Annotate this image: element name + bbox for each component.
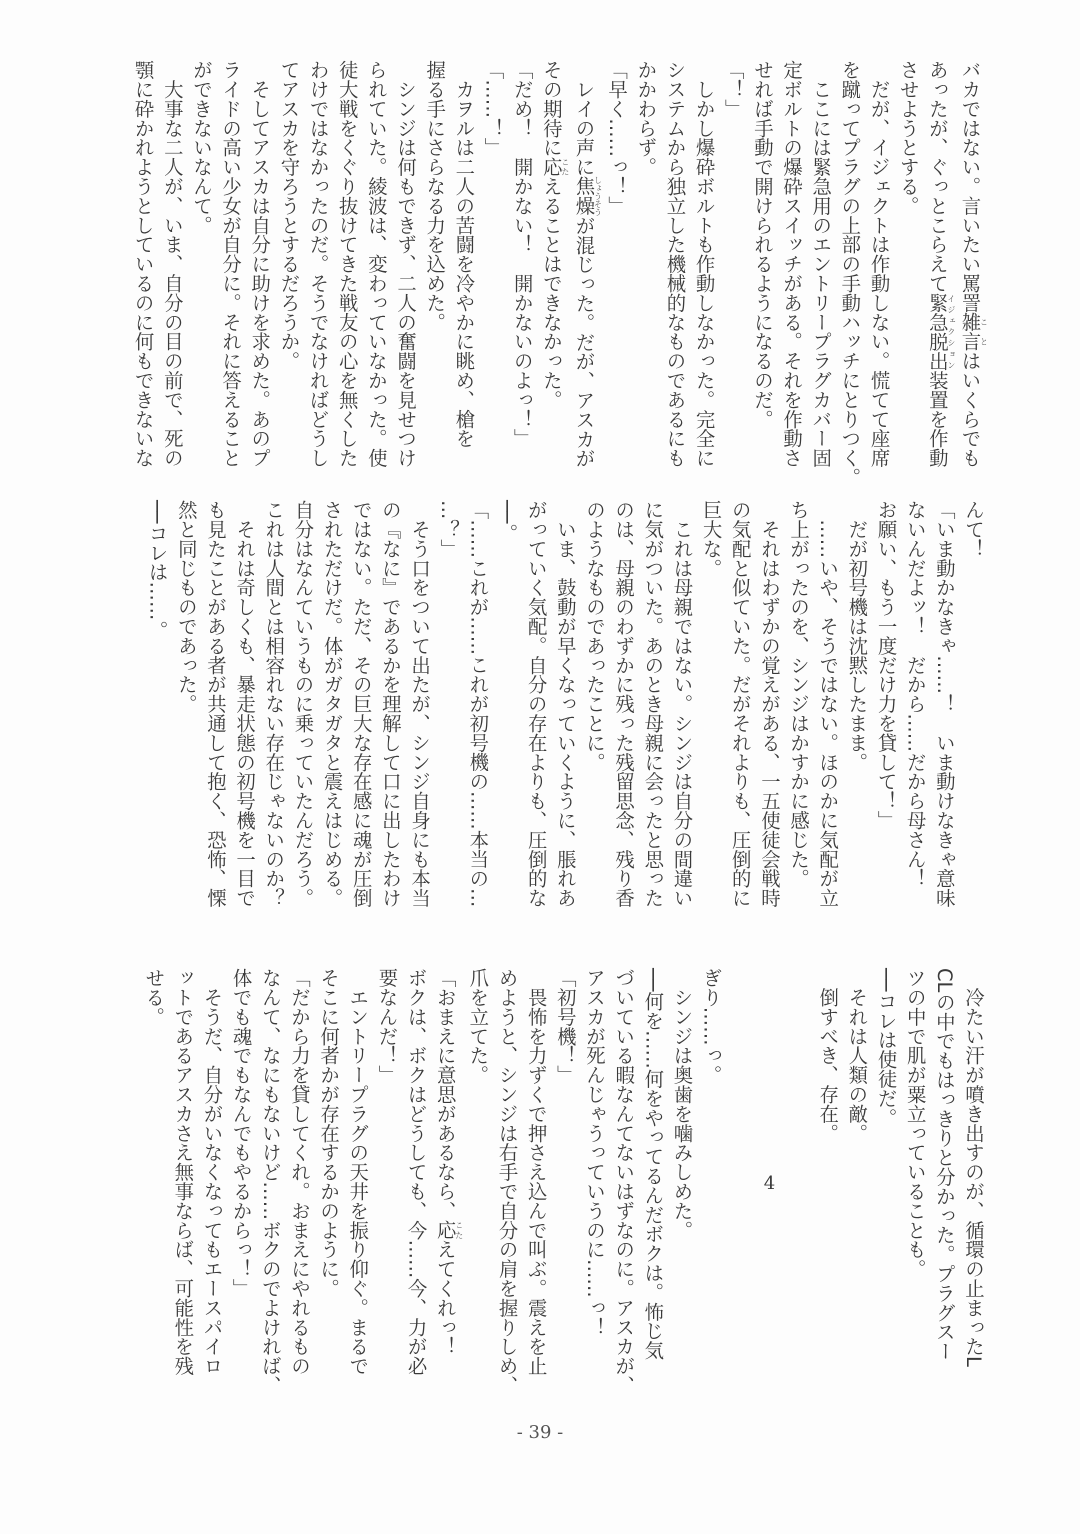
column-text: が混じった。だが、アスカが bbox=[572, 215, 596, 469]
column-text: かかわらず。 bbox=[634, 60, 658, 177]
column-text: ライドの高い少女が自分に。それに答えること bbox=[219, 60, 243, 468]
column-text: ぎり……っ。 bbox=[699, 968, 723, 1085]
ruby-reading: イジェクション bbox=[946, 292, 956, 371]
column-text: のは、母親のわずかに残った残留思念、残り香 bbox=[612, 500, 636, 908]
column-text: めようと、シンジは右手で自分の肩を握りしめ、 bbox=[495, 968, 519, 1395]
text-column bbox=[230, 500, 259, 908]
text-column bbox=[813, 968, 842, 1368]
column-text: られていた。綾波は、変わっていなかった。使 bbox=[364, 60, 388, 468]
column-text: えてくれっ！ bbox=[433, 1239, 457, 1357]
text-column bbox=[391, 60, 420, 468]
column-text: それは人類の敵。 bbox=[845, 968, 869, 1143]
column-text: させようとする。 bbox=[896, 60, 920, 216]
text-column bbox=[492, 968, 521, 1395]
ruby-word: 応こた bbox=[539, 157, 570, 177]
text-column bbox=[864, 60, 893, 468]
column-text: あったが、ぐっとこらえて bbox=[925, 60, 949, 293]
ruby-word: 雑言こと bbox=[958, 312, 989, 352]
column-text: そしてアスカは自分に助けを求めた。あのプ bbox=[248, 60, 272, 468]
column-text: ットであるアスカさえ無事ならば、可能性を残 bbox=[171, 968, 195, 1376]
column-text: 「早く……っ！」 bbox=[605, 60, 629, 216]
text-column bbox=[201, 500, 230, 908]
text-column bbox=[871, 968, 900, 1368]
ruby-word: 応こた bbox=[433, 1220, 464, 1240]
ruby-word: 焦燥しょうそう bbox=[572, 176, 603, 217]
text-column bbox=[638, 968, 667, 1368]
column-text: ち上がったのを、シンジはかすかに感じた。 bbox=[787, 500, 811, 888]
text-column bbox=[930, 500, 959, 908]
column-text: てアスカを守ろうとするだろうか。 bbox=[277, 60, 301, 371]
text-column bbox=[609, 500, 638, 908]
column-text: そう口をついて出たが、シンジ自身にも本当 bbox=[408, 500, 432, 908]
text-column bbox=[959, 968, 988, 1368]
text-column bbox=[259, 500, 288, 908]
column-text: ──コレは使徒だ。 bbox=[874, 968, 898, 1128]
text-column bbox=[187, 60, 216, 460]
column-text: せる。 bbox=[142, 968, 166, 1027]
text-column bbox=[372, 968, 401, 1368]
column-text: しかし爆砕ボルトも作動しなかった。完全に bbox=[692, 60, 716, 468]
chapter-number bbox=[755, 968, 784, 1368]
text-column bbox=[959, 500, 988, 900]
text-column bbox=[333, 60, 362, 468]
column-text: 「いま動かなきゃ……！ いま動けなきゃ意味 bbox=[932, 500, 956, 908]
text-column bbox=[343, 968, 372, 1376]
column-text: 「初号機！」 bbox=[553, 968, 577, 1085]
text-column bbox=[806, 60, 835, 468]
column-text: 「だから力を貸してくれ。おまえにやれるもの bbox=[287, 968, 311, 1376]
text-column bbox=[285, 968, 314, 1376]
column-text: 畏怖を力ずくで押さえ込んで叫ぶ。震えを止 bbox=[524, 968, 548, 1376]
column-text: カヲルは二人の苦闘を冷やかに眺め、槍を bbox=[452, 60, 476, 448]
text-column bbox=[667, 500, 696, 908]
column-text: だが、イジェクトは作動しない。慌てて座席 bbox=[867, 60, 891, 468]
column-text: を蹴ってプラグの上部の手動ハッチにとりつく。 bbox=[838, 60, 862, 487]
text-column bbox=[463, 500, 492, 908]
text-column bbox=[431, 968, 464, 1368]
column-text: シンジは奥歯を噛みしめた。 bbox=[670, 968, 694, 1240]
text-column bbox=[719, 60, 748, 460]
text-column bbox=[478, 60, 507, 460]
text-column bbox=[172, 500, 201, 900]
column-text: …？」 bbox=[437, 500, 461, 559]
column-text: 自分はなんていうものに乗っていたんだろう。 bbox=[291, 500, 315, 908]
column-text: 顎に砕かれようとしているのに何もできないな bbox=[131, 60, 155, 468]
column-text: ないんだよッ！ だから……だから母さん！ bbox=[903, 500, 927, 888]
text-column bbox=[303, 60, 332, 468]
column-text: 定ボルトの爆砕スイッチがある。それを作動さ bbox=[780, 60, 804, 468]
text-column bbox=[142, 500, 171, 900]
text-column bbox=[569, 60, 603, 469]
column-text: 倒すべき、存在。 bbox=[816, 968, 840, 1143]
column-text: 爪を立てた。 bbox=[466, 968, 490, 1085]
text-column bbox=[551, 968, 580, 1368]
column-text: 要なんだ！」 bbox=[375, 968, 399, 1085]
text-column bbox=[955, 60, 989, 468]
column-text: 4 bbox=[758, 1173, 780, 1194]
text-column bbox=[420, 60, 449, 460]
text-column bbox=[580, 500, 609, 900]
text-column bbox=[128, 60, 157, 468]
column-text: その期待に bbox=[539, 60, 563, 157]
column-text: そこに何者かが存在するかのように。 bbox=[317, 968, 341, 1298]
text-tier-top bbox=[108, 60, 989, 487]
text-column bbox=[901, 500, 930, 900]
column-text: 徒大戦をくぐり抜けてきた戦友の心を無くした bbox=[335, 60, 359, 468]
text-column bbox=[492, 500, 521, 900]
column-text: ボクは、ボクはどうしても、今……今、力が必 bbox=[404, 968, 428, 1376]
text-column bbox=[696, 968, 725, 1368]
column-text: 巨大な。 bbox=[699, 500, 723, 578]
column-text: に気がついた。あのとき母親に会ったと思った bbox=[641, 500, 665, 908]
text-column bbox=[347, 500, 376, 908]
text-column bbox=[667, 968, 696, 1368]
text-column bbox=[274, 60, 303, 460]
text-column bbox=[401, 968, 430, 1376]
text-column bbox=[813, 500, 842, 908]
column-text: ここには緊急用のエントリープラグカバー固 bbox=[809, 60, 833, 468]
column-text: づいている暇なんてないはずなのに。アスカが、 bbox=[612, 968, 636, 1395]
text-column bbox=[777, 60, 806, 468]
column-text: ──。 bbox=[495, 500, 519, 543]
column-text: だが初号機は沈黙したまま。 bbox=[845, 500, 869, 772]
text-column bbox=[602, 60, 631, 460]
text-column bbox=[317, 500, 346, 908]
text-column bbox=[551, 500, 580, 908]
column-text: シンジは何もできず、二人の奮闘を見せつけ bbox=[394, 60, 418, 468]
column-text: CLの中でもはっきりと分かった。プラグスー bbox=[932, 968, 956, 1361]
text-column bbox=[784, 500, 813, 900]
text-column bbox=[923, 60, 956, 468]
column-text: 握る手にさらなる力を込めた。 bbox=[423, 60, 447, 332]
column-text: 「だめ！ 開かない！ 開かないのよっ！」 bbox=[510, 60, 534, 448]
column-text: それは奇しくも、暴走状態の初号機を一目で bbox=[233, 500, 257, 908]
text-tier-middle bbox=[108, 500, 988, 908]
text-column bbox=[226, 968, 255, 1368]
column-text: せれば手動で開けられるようになるのだ。 bbox=[750, 60, 774, 429]
column-text: レイの声に bbox=[572, 60, 596, 177]
column-text: システムから独立した機械的なものであるにも bbox=[663, 60, 687, 468]
column-text: バカではない。言いたい罵詈 bbox=[958, 60, 982, 313]
text-column bbox=[609, 968, 638, 1395]
text-column bbox=[256, 968, 285, 1395]
column-text: それはわずかの覚えがある、一五使徒会戦時 bbox=[757, 500, 781, 908]
page-number: - 39 - bbox=[516, 1422, 564, 1443]
text-column bbox=[405, 500, 434, 908]
column-text: えることはできなかった。 bbox=[539, 176, 563, 410]
text-column bbox=[449, 60, 478, 460]
text-column bbox=[580, 968, 609, 1368]
text-column bbox=[168, 968, 197, 1376]
text-column bbox=[696, 500, 725, 900]
column-text: も見たことがある者が共通して抱く、恐怖、慄 bbox=[203, 500, 227, 908]
text-column bbox=[463, 968, 492, 1368]
column-text: 然と同じものであった。 bbox=[174, 500, 198, 714]
text-column bbox=[726, 968, 755, 1368]
column-text: んて！ bbox=[962, 500, 985, 559]
column-text: 体でも魂でもなんでもやるからっ！」 bbox=[229, 968, 253, 1298]
column-text: いま、鼓動が早くなっていくように、脹れあ bbox=[553, 500, 577, 908]
column-text: エントリープラグの天井を振り仰ぐ。まるで bbox=[346, 968, 370, 1376]
ruby-reading: しょうそう bbox=[593, 176, 603, 217]
column-text: の『なに』であるかを理解して口に出したわけ bbox=[378, 500, 402, 908]
column-text: お願い、もう一度だけ力を貸して！」 bbox=[874, 500, 898, 830]
text-column bbox=[784, 968, 813, 1368]
text-column bbox=[901, 968, 930, 1368]
column-text: ──何を……何をやってるんだボクは。怖じ気 bbox=[641, 968, 665, 1360]
text-column bbox=[842, 500, 871, 900]
ruby-reading: こと bbox=[979, 312, 989, 352]
text-column bbox=[362, 60, 391, 468]
text-column bbox=[288, 500, 317, 908]
ruby-reading: こた bbox=[560, 157, 570, 177]
column-text: ではない。ただ、その巨大な存在感に魂が圧倒 bbox=[349, 500, 373, 908]
column-text: 「おまえに意思があるなら、 bbox=[433, 968, 457, 1221]
column-text: ができないなんて。 bbox=[189, 60, 213, 235]
ruby-reading: こた bbox=[454, 1220, 464, 1240]
text-column bbox=[894, 60, 923, 460]
column-text: 「……！」 bbox=[481, 60, 505, 157]
column-text: これは人間とは相容れない存在じゃないのか？ bbox=[262, 500, 286, 908]
column-text: なんて、なにもないけど……ボクのでよければ、 bbox=[258, 968, 282, 1395]
column-text: ──コレは……。 bbox=[145, 500, 169, 640]
text-column bbox=[197, 968, 226, 1376]
column-text: ツの中で肌が粟立っていることも。 bbox=[903, 968, 927, 1279]
text-column bbox=[522, 968, 551, 1376]
column-text: のようなものであったことに。 bbox=[582, 500, 606, 772]
text-column bbox=[245, 60, 274, 468]
column-text: 装置を作動 bbox=[925, 370, 949, 468]
text-column bbox=[755, 500, 784, 908]
text-column bbox=[930, 968, 959, 1368]
text-column bbox=[638, 500, 667, 908]
text-column bbox=[842, 968, 871, 1368]
column-text: がっていく気配。自分の存在よりも、圧倒的な bbox=[524, 500, 548, 908]
text-column bbox=[631, 60, 660, 460]
text-tier-bottom bbox=[108, 968, 988, 1395]
ruby-word: 緊急脱出イジェクション bbox=[925, 292, 956, 371]
column-text: 冷たい汗が噴き出すのが、循環の止まったL bbox=[962, 968, 985, 1367]
text-column bbox=[748, 60, 777, 460]
text-column bbox=[158, 60, 187, 468]
text-column bbox=[660, 60, 689, 468]
text-column bbox=[434, 500, 463, 900]
column-text: されただけだ。体がガタガタと震えはじめる。 bbox=[320, 500, 344, 908]
column-text: わけではなかったのだ。そうでなければどうし bbox=[306, 60, 330, 468]
column-text: ……いや、そうではない。ほのかに気配が立 bbox=[816, 500, 840, 908]
column-text: 「！」 bbox=[721, 60, 745, 119]
text-column bbox=[508, 60, 537, 460]
text-column bbox=[871, 500, 900, 900]
text-column bbox=[139, 968, 168, 1368]
column-text: 「……これが……これが初号機の……本当の… bbox=[466, 500, 490, 908]
text-column bbox=[216, 60, 245, 468]
column-text: 大事な二人が、いま、自分の目の前で、死の bbox=[160, 60, 184, 468]
text-column bbox=[689, 60, 718, 468]
text-column bbox=[314, 968, 343, 1368]
column-text: これは母親ではない。シンジは自分の間違い bbox=[670, 500, 694, 908]
column-text: の気配と似ていた。だがそれよりも、圧倒的に bbox=[728, 500, 752, 908]
column-text: はいくらでも bbox=[958, 351, 982, 468]
column-text: アスカが死んじゃうっていうのに……っ！ bbox=[583, 968, 606, 1337]
text-column bbox=[522, 500, 551, 908]
text-column bbox=[726, 500, 755, 908]
column-text: そうだ、自分がいなくなってもエースパイロ bbox=[200, 968, 224, 1376]
text-column bbox=[376, 500, 405, 908]
text-column bbox=[537, 60, 570, 460]
text-column bbox=[835, 60, 864, 487]
